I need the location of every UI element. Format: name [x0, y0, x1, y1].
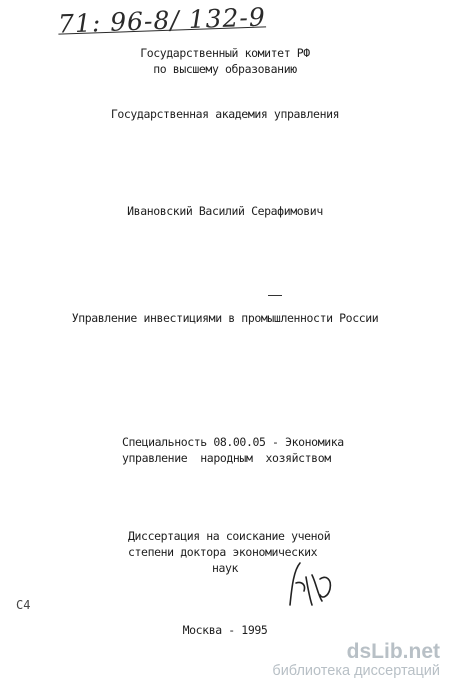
degree-line-3: наук: [211, 561, 239, 575]
margin-mark: С4: [16, 598, 31, 612]
watermark-subtitle: библиотека диссертаций: [272, 663, 440, 679]
author-name: Ивановский Василий Серафимович: [127, 204, 323, 218]
specialty-line-1: Специальность 08.00.05 - Экономика: [122, 435, 344, 449]
specialty-line-2: управление народным хозяйством: [122, 451, 331, 465]
scan-speck: [268, 295, 282, 296]
degree-line-1: Диссертация на соискание ученой: [128, 529, 331, 543]
academy-name: Государственная академия управления: [110, 107, 340, 121]
handwritten-catalog-number: 71: 96-8/ 132-9: [57, 2, 267, 39]
city-year: Москва - 1995: [182, 623, 268, 637]
degree-line-2: степени доктора экономических: [128, 545, 318, 559]
dissertation-title: Управление инвестициями в промышленности России: [71, 311, 379, 325]
signature-scribble: [282, 555, 342, 613]
watermark-logo: dsLib.net: [346, 640, 440, 663]
committee-line-1: Государственный комитет РФ: [140, 46, 310, 60]
committee-line-2: по высшему образованию: [153, 62, 297, 76]
